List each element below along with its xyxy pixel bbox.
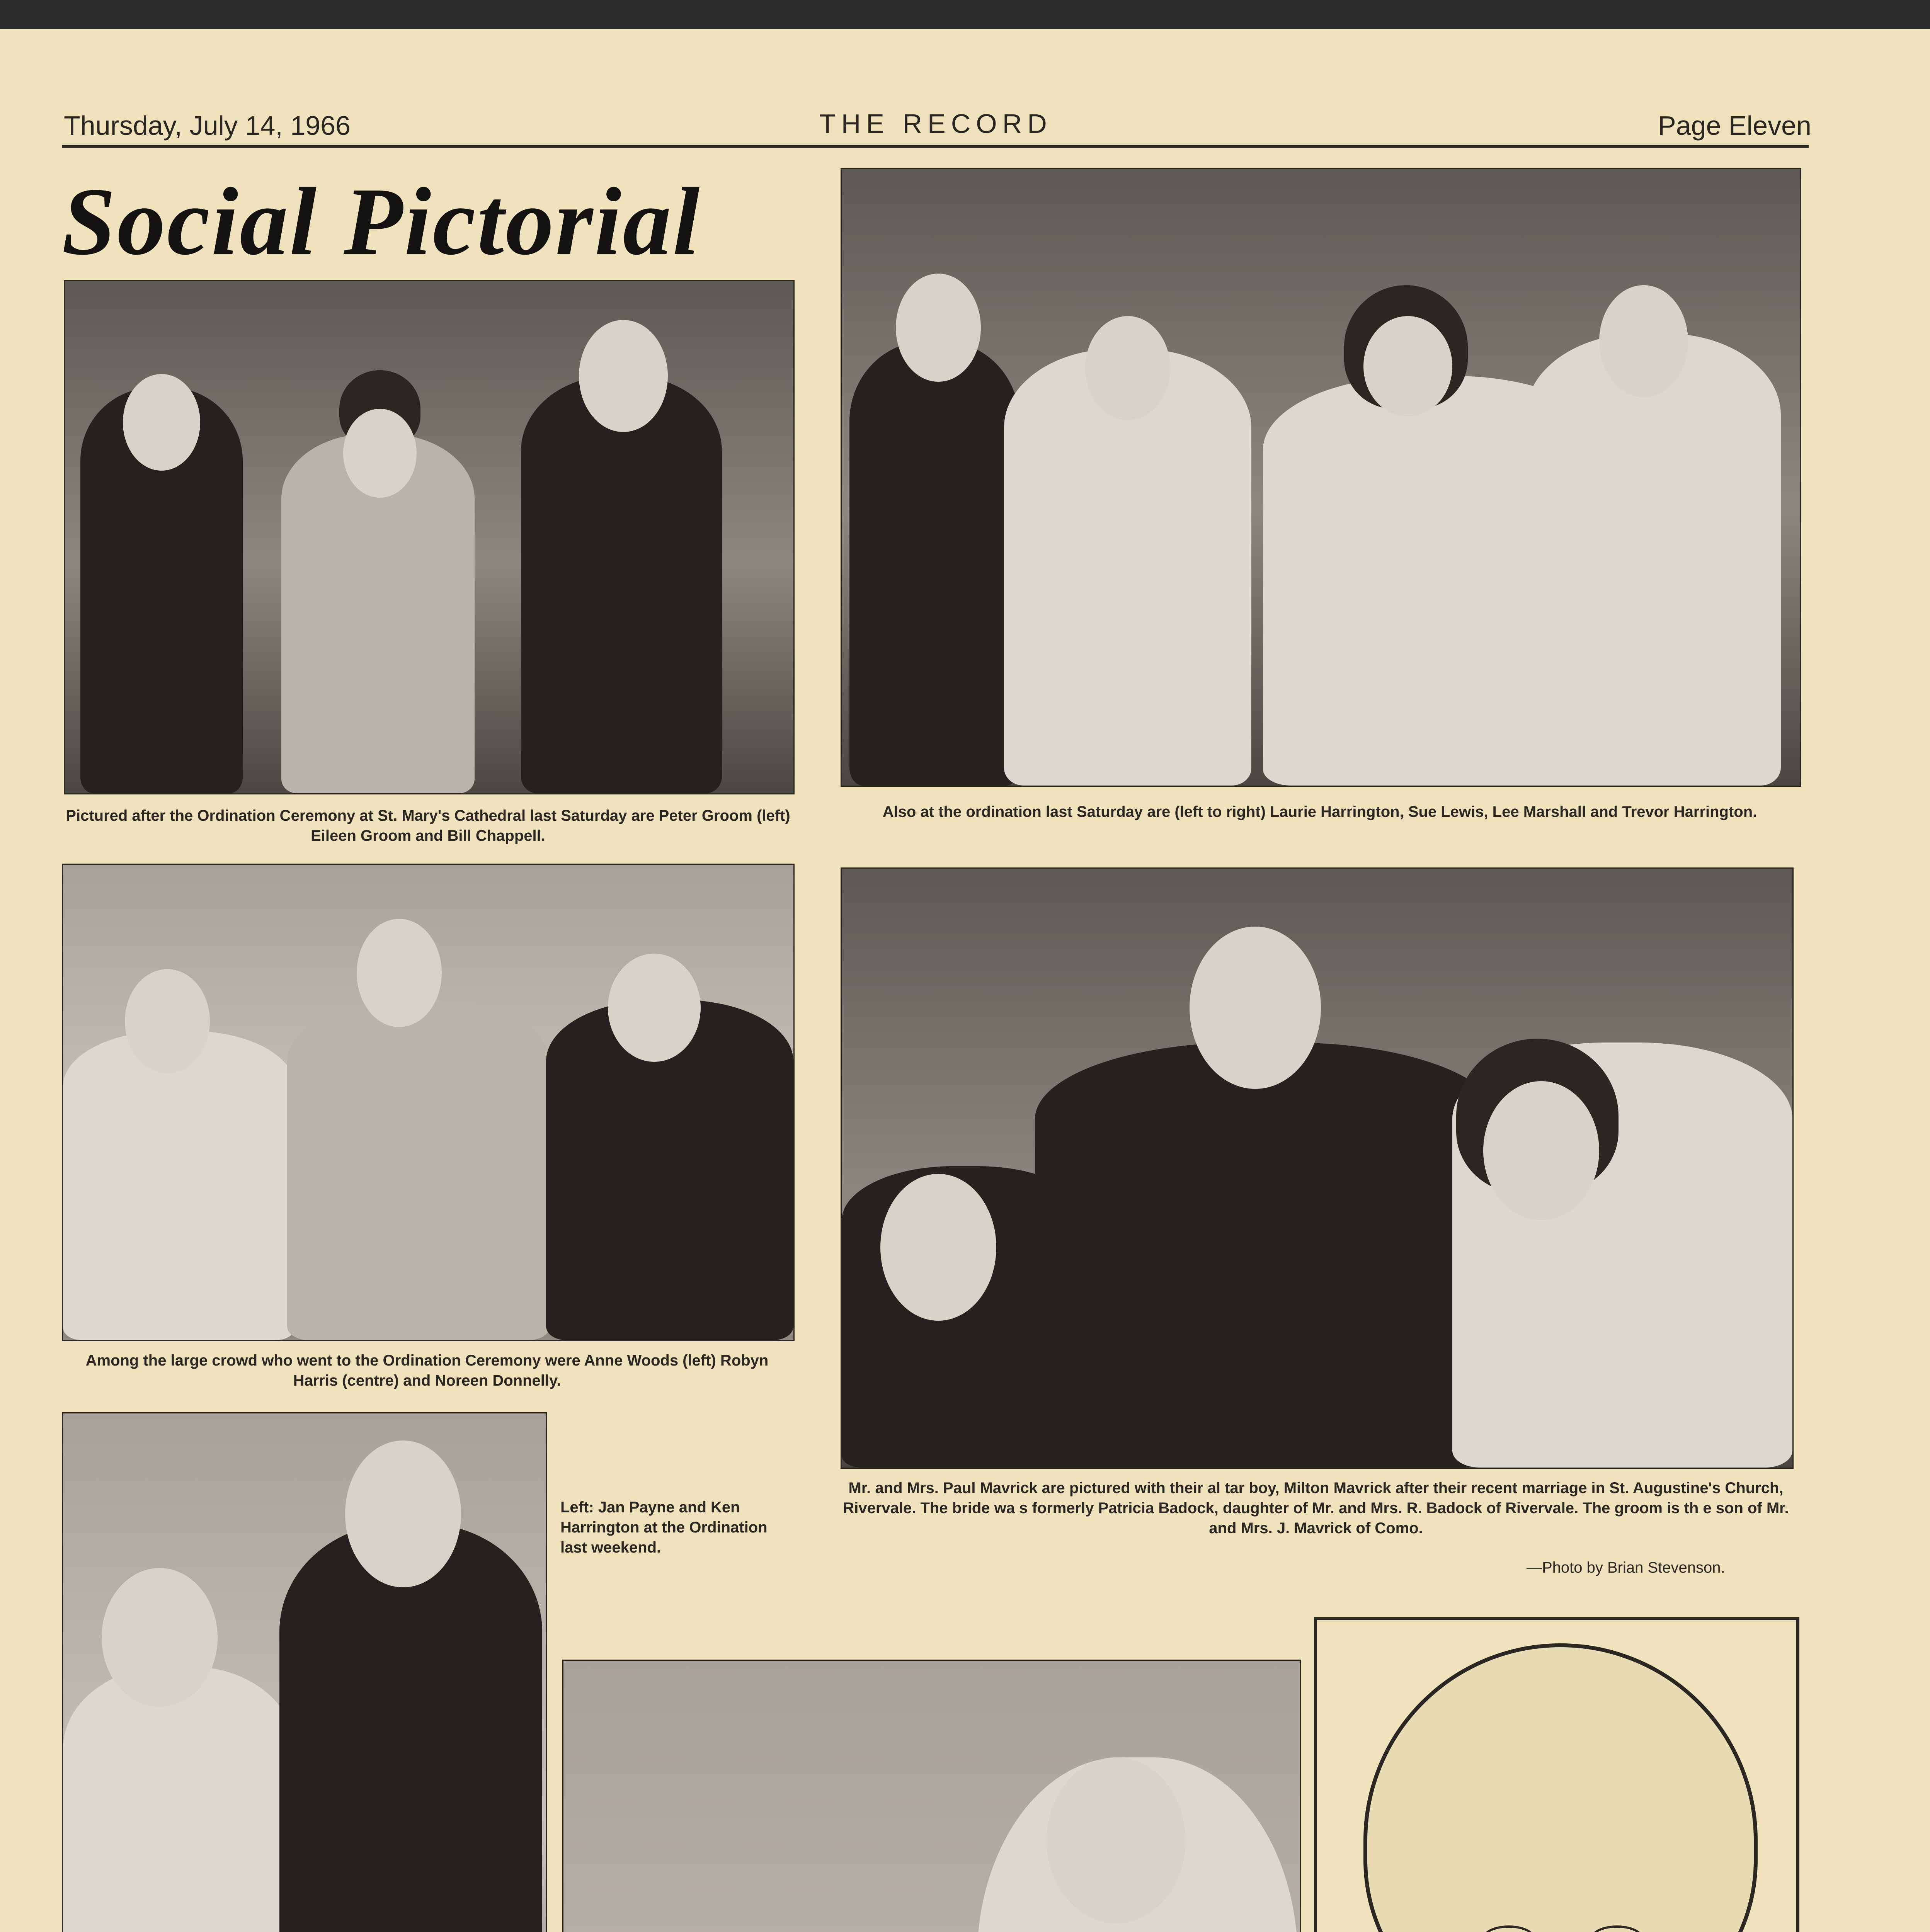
caption-photo-1: Pictured after the Ordination Ceremony at St. Mary's Cathedral last Saturday are Peter Groom (left) Eileen Groom and Bill Chappell.	[66, 807, 790, 844]
caption-photo-2: Also at the ordination last Saturday are (left to right) Laurie Harrington, Sue Lewis, Lee Marshall and Trevor Harrington.	[882, 803, 1757, 820]
photo-ordination-women	[62, 864, 795, 1341]
photo-ordination-four	[841, 168, 1801, 787]
section-title: Social Pictorial	[62, 168, 701, 275]
photo-mavrick-wedding	[841, 867, 1794, 1469]
photo-credit: —Photo by Brian Stevenson.	[1527, 1559, 1725, 1576]
photo-payne-harrington	[62, 1412, 547, 1932]
caption-photo-4: Mr. and Mrs. Paul Mavrick are pictured with their al tar boy, Milton Mavrick after their recent marriage in St. Augustine's Church, Rivervale. The bride wa s formerly Patricia Badock, daughter of Mr. and Mrs. R. Badock of Rivervale. The groom is th e son of Mr. and Mrs. J. Mavrick of Como.	[843, 1480, 1789, 1537]
hairstyle-illustration	[1363, 1643, 1758, 1932]
ad-boans-haute-coiffure	[1314, 1617, 1799, 1932]
header-rule	[62, 145, 1809, 148]
caption-photo-5: Left: Jan Payne and Ken Harrington at the Ordination last weekend.	[560, 1499, 768, 1556]
photo-ordination-trio	[64, 280, 795, 794]
paper-name: THE RECORD	[819, 109, 1052, 139]
page-number: Page Eleven	[1658, 111, 1811, 141]
photo-panizza-wedding	[562, 1660, 1301, 1932]
caption-photo-3: Among the large crowd who went to the Ordination Ceremony were Anne Woods (left) Robyn Harris (centre) and Noreen Donnelly.	[85, 1352, 769, 1389]
newspaper-page	[0, 29, 1930, 1932]
issue-date: Thursday, July 14, 1966	[64, 111, 351, 141]
